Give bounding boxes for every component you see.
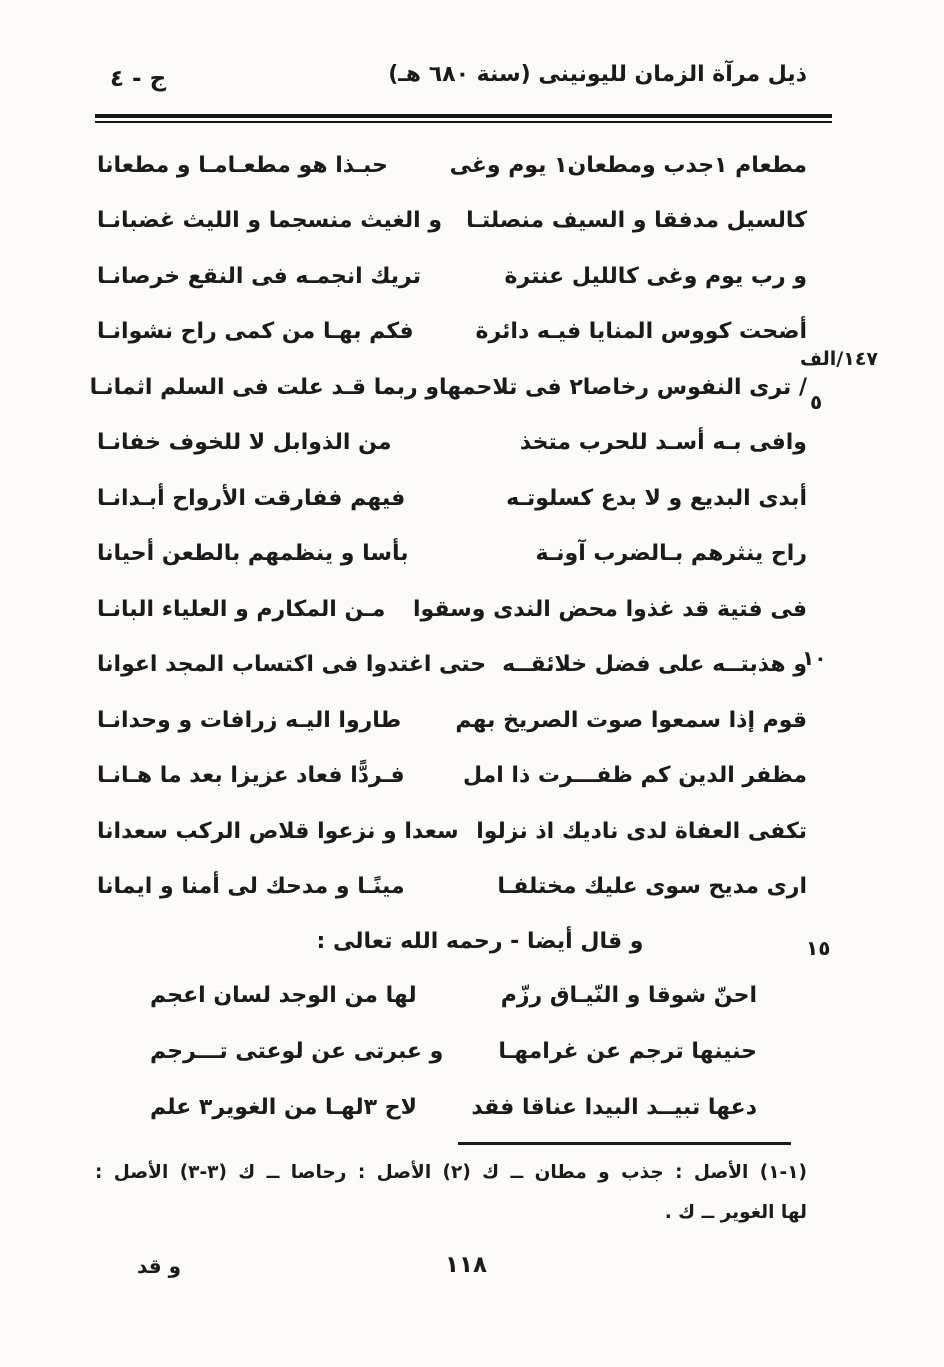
verse-line	[97, 749, 807, 805]
hemistich-right: مظفر الدين كم ظفـــرت ذا امل	[462, 763, 807, 789]
hemistich-left: تريك انجمـه فى النقع خرصانـا	[97, 263, 422, 289]
hemistich-left: لها من الوجد لسان اعجم	[150, 983, 417, 1008]
hemistich-left: لاح ٣لهـا من الغوير٣ علم	[150, 1095, 417, 1120]
margin-line-number-15: ١٥	[806, 936, 831, 960]
verse-line	[97, 138, 807, 194]
footnote-separator	[458, 1142, 791, 1145]
header-rule-thick	[95, 114, 832, 118]
hemistich-left: و عبرتى عن لوعتى تـــرجم	[150, 1039, 444, 1064]
poem-2	[150, 968, 757, 1136]
header-rule-thin	[95, 121, 832, 123]
hemistich-right: أبدى البديع و لا بدع كسلوتـه	[506, 485, 807, 511]
page-title: ذيل مرآة الزمان لليونينى (سنة ٦٨٠ هـ)	[388, 62, 807, 87]
hemistich-left: طاروا اليـه زرافات و وحدانـا	[97, 707, 402, 733]
verse-line	[97, 693, 807, 749]
verse-line	[150, 1080, 757, 1136]
verse-line	[97, 582, 807, 638]
verse-line	[97, 471, 807, 527]
hemistich-right: دعها تبيــد البيدا عناقا فقد	[471, 1095, 757, 1120]
verse-line	[89, 360, 807, 416]
hemistich-left: فكم بهـا من كمى راح نشوانـا	[97, 319, 414, 345]
hemistich-right: ارى مديح سوى عليك مختلفـا	[497, 874, 807, 900]
hemistich-left: حتى اغتدوا فى اكتساب المجد اعوانا	[97, 652, 487, 678]
page-number: ١١٨	[444, 1252, 488, 1278]
verse-line	[97, 804, 807, 860]
footnote-line-1: (١-١) الأصل : جذب و مطان ــ ك (٢) الأصل : رحاصا ــ ك (٣-٣) الأصل :	[95, 1162, 807, 1183]
hemistich-right: فى فتية قد غذوا محض الندى وسقوا	[412, 596, 807, 622]
verse-line	[97, 305, 807, 361]
hemistich-left: فـردًّا فعاد عزيزا بعد ما هـانـا	[97, 763, 405, 789]
margin-line-number-10: ١٠	[802, 646, 827, 670]
verse-line	[97, 194, 807, 250]
hemistich-right: و هذبتــه على فضل خلائقــه	[502, 652, 807, 678]
header-rule	[95, 114, 832, 123]
hemistich-right: احنّ شوقا و النّيـاق رزّم	[500, 983, 757, 1008]
verse-line	[150, 968, 757, 1024]
margin-folio-note: ١٤٧/الف	[800, 348, 879, 370]
hemistich-right: مطعام ١جدب ومطعان١ يوم وغى	[449, 152, 807, 178]
margin-line-number-5: ٥	[810, 390, 823, 414]
verse-line	[150, 1024, 757, 1080]
hemistich-left: و ربما قـد علت فى السلم اثمانـا	[89, 374, 440, 400]
footnote-line-2: لها الغوير ــ ك .	[664, 1202, 807, 1223]
hemistich-right: راح ينثرهم بـالضرب آونـة	[535, 541, 807, 567]
prose-heading: و قال أيضا - رحمه الله تعالى :	[316, 929, 644, 954]
verse-line	[97, 638, 807, 694]
hemistich-left: مـن المكارم و العلياء البانـا	[97, 596, 386, 622]
hemistich-left: بأسا و ينظمهم بالطعن أحيانا	[97, 541, 409, 567]
verse-line	[97, 416, 807, 472]
hemistich-right: وافى بـه أسـد للحرب متخذ	[519, 430, 807, 456]
hemistich-left: من الذوابل لا للخوف خفانـا	[97, 430, 392, 456]
hemistich-right: تكفى العفاة لدى ناديك اذ نزلوا	[476, 818, 807, 844]
catchword: و قد	[137, 1254, 182, 1278]
hemistich-left: فيهم ففارقت الأرواح أبـدانـا	[97, 485, 406, 511]
hemistich-right: / ترى النفوس رخاصا٢ فى تلاحمها	[439, 374, 807, 400]
verse-line	[97, 527, 807, 583]
verse-line	[97, 860, 807, 916]
hemistich-left: حبـذا هو مطعـامـا و مطعانا	[97, 152, 388, 178]
verse-line	[97, 249, 807, 305]
volume-label: ج - ٤	[110, 66, 167, 92]
hemistich-left: سعدا و نزعوا قلاص الركب سعدانا	[97, 818, 459, 844]
hemistich-left: مينًـا و مدحك لى أمنا و ايمانا	[97, 874, 405, 900]
hemistich-right: حنينها ترجم عن غرامهـا	[498, 1039, 757, 1064]
hemistich-right: أضحت كووس المنايا فيـه دائرة	[475, 319, 807, 345]
poem-1	[89, 138, 807, 915]
hemistich-left: و الغيث منسجما و الليث غضبانـا	[97, 208, 443, 234]
hemistich-right: كالسيل مدفقا و السيف منصلتـا	[466, 208, 807, 234]
hemistich-right: و رب يوم وغى كالليل عنترة	[504, 263, 807, 289]
hemistich-right: قوم إذا سمعوا صوت الصريخ بهم	[455, 707, 807, 733]
